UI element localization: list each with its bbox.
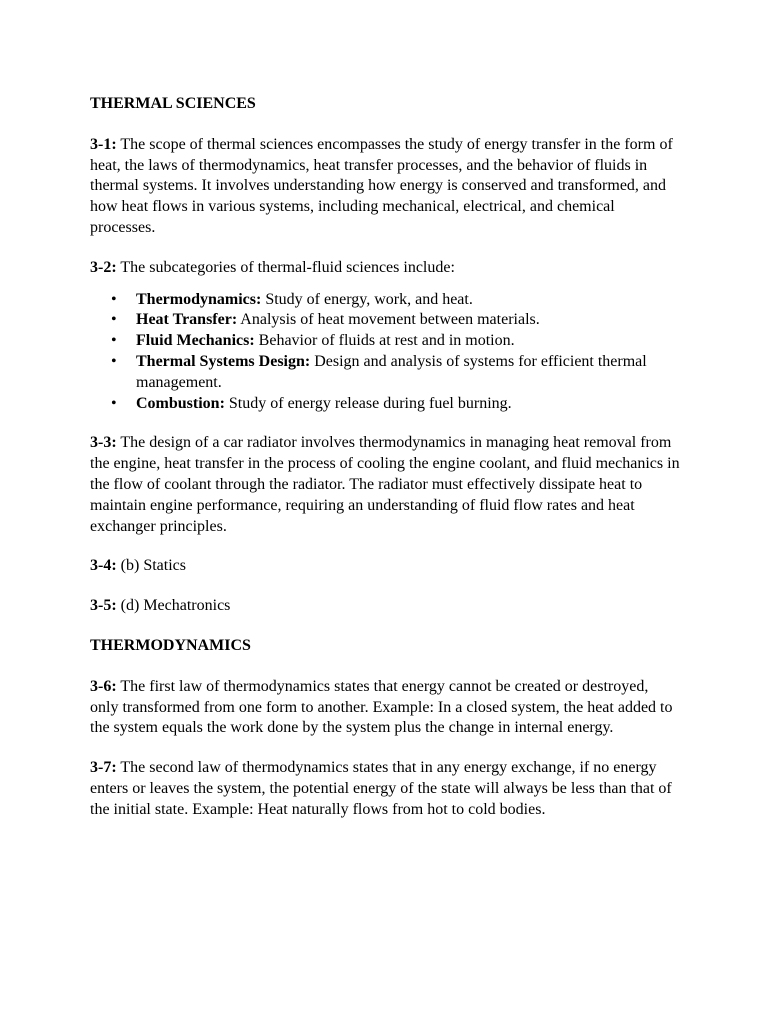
bullet-icon: • — [111, 352, 117, 370]
question-number: 3-6: — [90, 677, 117, 695]
section-heading-thermodynamics: THERMODYNAMICS — [90, 636, 251, 654]
answer-3-5 — [90, 596, 680, 617]
question-number: 3-4: — [90, 557, 117, 575]
list-item-term: Fluid Mechanics: — [136, 332, 255, 350]
document-page — [90, 94, 680, 840]
answer-text: (b) Statics — [120, 557, 186, 575]
answer-3-3 — [90, 433, 680, 537]
list-item — [90, 394, 680, 415]
subcategory-list — [90, 290, 680, 415]
answer-3-1 — [90, 135, 680, 239]
answer-text: (d) Mechatronics — [120, 597, 231, 615]
list-item-description: Study of energy, work, and heat. — [265, 290, 473, 308]
list-item-term: Combustion: — [136, 394, 225, 412]
list-item-term: Thermodynamics: — [136, 290, 262, 308]
answer-3-6 — [90, 677, 680, 739]
list-item-description: Behavior of fluids at rest and in motion. — [258, 332, 515, 350]
bullet-icon: • — [111, 290, 117, 308]
answer-text: The design of a car radiator involves thermodynamics in managing heat removal from the engine, heat transfer in the process of cooling the engine coolant, and fluid mechanics in the flow of coolant through the radiator. The radiator must effectively dissipate heat to maintain engine performance, requiring an understanding of fluid flow rates and heat exchanger principles. — [90, 434, 680, 535]
answer-text: The scope of thermal sciences encompasses the study of energy transfer in the form of heat, the laws of thermodynamics, heat transfer processes, and the behavior of fluids in thermal systems. It involves understanding how energy is conserved and transformed, and how heat flows in various systems, including mechanical, electrical, and chemical processes. — [90, 135, 673, 236]
bullet-icon: • — [111, 332, 117, 350]
section-heading-thermal-sciences: THERMAL SCIENCES — [90, 95, 256, 112]
question-number: 3-1: — [90, 135, 117, 153]
question-number: 3-3: — [90, 434, 117, 452]
answer-text: The second law of thermodynamics states that in any energy exchange, if no energy enters or leaves the system, the potential energy of the state will always be less than that of the initial state. Example: Heat naturally flows from hot to cold bodies. — [90, 759, 672, 818]
list-item-term: Heat Transfer: — [136, 311, 238, 329]
list-item-description: Study of energy release during fuel burning. — [228, 394, 512, 412]
list-item — [90, 310, 680, 331]
answer-3-4 — [90, 556, 680, 577]
bullet-icon: • — [111, 394, 117, 412]
answer-3-7 — [90, 758, 680, 820]
question-number: 3-2: — [90, 258, 117, 276]
list-item-description: Design and analysis of systems for efficient thermal management. — [136, 352, 647, 391]
question-number: 3-5: — [90, 597, 117, 615]
list-item-description: Analysis of heat movement between materials. — [240, 311, 540, 329]
answer-3-2 — [90, 258, 680, 279]
list-item — [90, 352, 680, 394]
list-item-term: Thermal Systems Design: — [136, 352, 311, 370]
question-number: 3-7: — [90, 759, 117, 777]
bullet-icon: • — [111, 311, 117, 329]
list-item — [90, 331, 680, 352]
answer-text: The first law of thermodynamics states that energy cannot be created or destroyed, only transformed from one form to another. Example: In a closed system, the heat added to the system equals the work done by the system plus the change in internal energy. — [90, 677, 673, 737]
answer-text: The subcategories of thermal-fluid sciences include: — [120, 258, 455, 276]
list-item — [90, 290, 680, 311]
